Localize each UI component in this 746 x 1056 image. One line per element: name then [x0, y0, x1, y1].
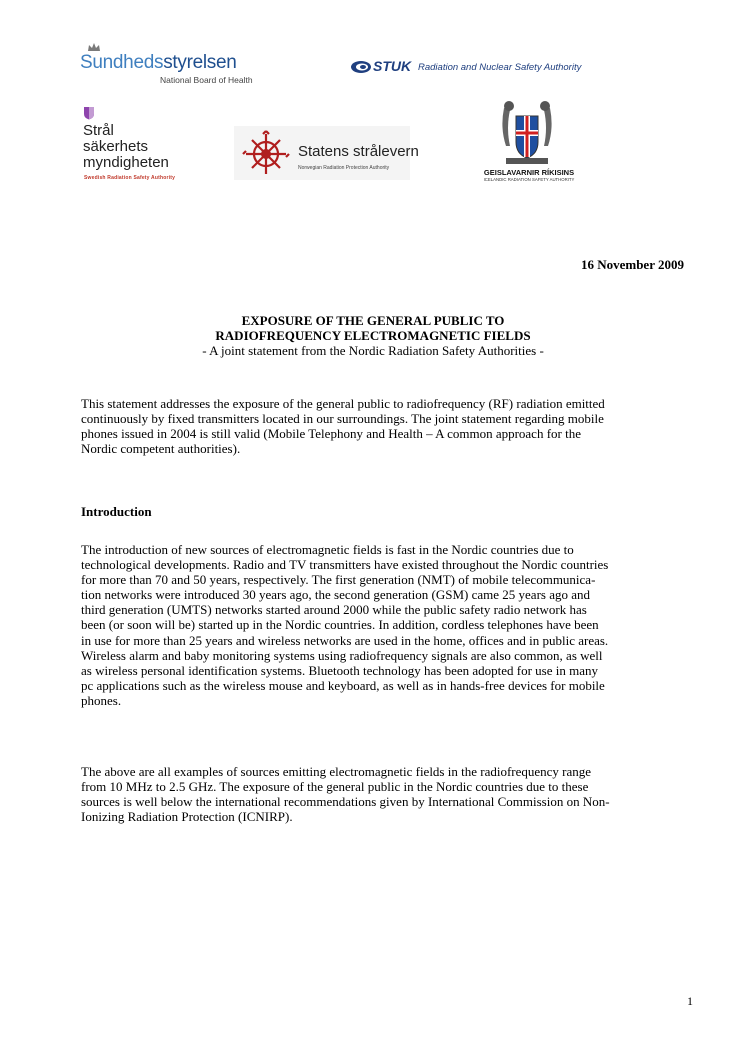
intro-statement-paragraph [81, 396, 693, 456]
page-number: 1 [687, 994, 693, 1008]
document-subtitle: - A joint statement from the Nordic Radiation Safety Authorities - [202, 343, 544, 358]
ssm-shield-icon [83, 106, 95, 120]
stuk-subtitle: Radiation and Nuclear Safety Authority [418, 62, 582, 73]
stuk-logo: STUK [373, 58, 412, 74]
paragraph-line: for more than 70 and 50 years, respectively. The first generation (NMT) of mobile telecommunica- [81, 572, 596, 588]
paragraph-line: Ionizing Radiation Protection (ICNIRP). [81, 809, 293, 825]
paragraph-line: The introduction of new sources of electromagnetic fields is fast in the Nordic countries due to [81, 542, 574, 557]
paragraph-line: pc applications such as the wireless mouse and keyboard, as well as in hands-free devices for mobile [81, 677, 605, 693]
ssm-subtitle: Swedish Radiation Safety Authority [84, 175, 176, 181]
sundhedsstyrelsen-subtitle: National Board of Health [160, 75, 253, 85]
paragraph-line: from 10 MHz to 2.5 GHz. The exposure of the general public in the Nordic countries due to these [81, 779, 589, 795]
crown-icon [87, 42, 101, 52]
ssm-logo: Strål säkerhets myndigheten [83, 122, 169, 171]
nrpa-logo: Statens strålevern [298, 143, 419, 160]
geislavarnir-logo: GEISLAVARNIR RÍKISINS [483, 168, 575, 177]
introduction-paragraph [81, 542, 693, 708]
nrpa-subtitle: Norwegian Radiation Protection Authority [298, 165, 390, 171]
paragraph-line: Wireless alarm and baby monitoring systems using radiofrequency signals are also common, as well [81, 647, 603, 663]
paragraph-line: The above are all examples of sources emitting electromagnetic fields in the radiofrequency range [81, 764, 592, 779]
stuk-logo-icon [350, 60, 372, 74]
document-title-line-1: EXPOSURE OF THE GENERAL PUBLIC TO [241, 313, 505, 328]
sundhedsstyrelsen-logo: Sundhedsstyrelsen [80, 52, 237, 73]
paragraph-line: phones issued in 2004 is still valid (Mobile Telephony and Health – A common approach for the [81, 426, 581, 442]
document-date: 16 November 2009 [580, 257, 684, 272]
geislavarnir-subtitle: ICELANDIC RADIATION SAFETY AUTHORITY [483, 177, 575, 182]
nrpa-sun-icon [240, 128, 292, 180]
paragraph-line: continuously by fixed transmitters located in our surroundings. The joint statement regarding mobile [81, 411, 604, 427]
rf-examples-paragraph [81, 764, 693, 824]
paragraph-line: Nordic competent authorities). [81, 441, 241, 457]
paragraph-line: This statement addresses the exposure of the general public to radiofrequency (RF) radiation emitted [81, 396, 605, 411]
paragraph-line: as wireless personal identification systems. Bluetooth technology has been adopted for use in many [81, 662, 598, 678]
iceland-coat-of-arms-icon [496, 98, 558, 168]
paragraph-line: in use for more than 25 years and wireless networks are used in the home, offices and in public areas. [81, 632, 609, 648]
paragraph-line: sources is well below the international recommendations given by International Commission on Non- [81, 794, 610, 810]
paragraph-line: technological developments. Radio and TV transmitters have existed throughout the Nordic countries [81, 557, 609, 573]
paragraph-line: third generation (UMTS) networks started around 2000 while the public safety radio network has [81, 602, 587, 618]
section-heading-introduction: Introduction [81, 504, 152, 519]
document-title-line-2: RADIOFREQUENCY ELECTROMAGNETIC FIELDS [215, 328, 531, 343]
paragraph-line: tion networks were introduced 30 years ago, the second generation (GSM) came 25 years ago and [81, 587, 590, 603]
paragraph-line: phones. [81, 692, 122, 708]
paragraph-line: been (or soon will be) started up in the Nordic countries. In addition, cordless telephones have been [81, 617, 599, 633]
